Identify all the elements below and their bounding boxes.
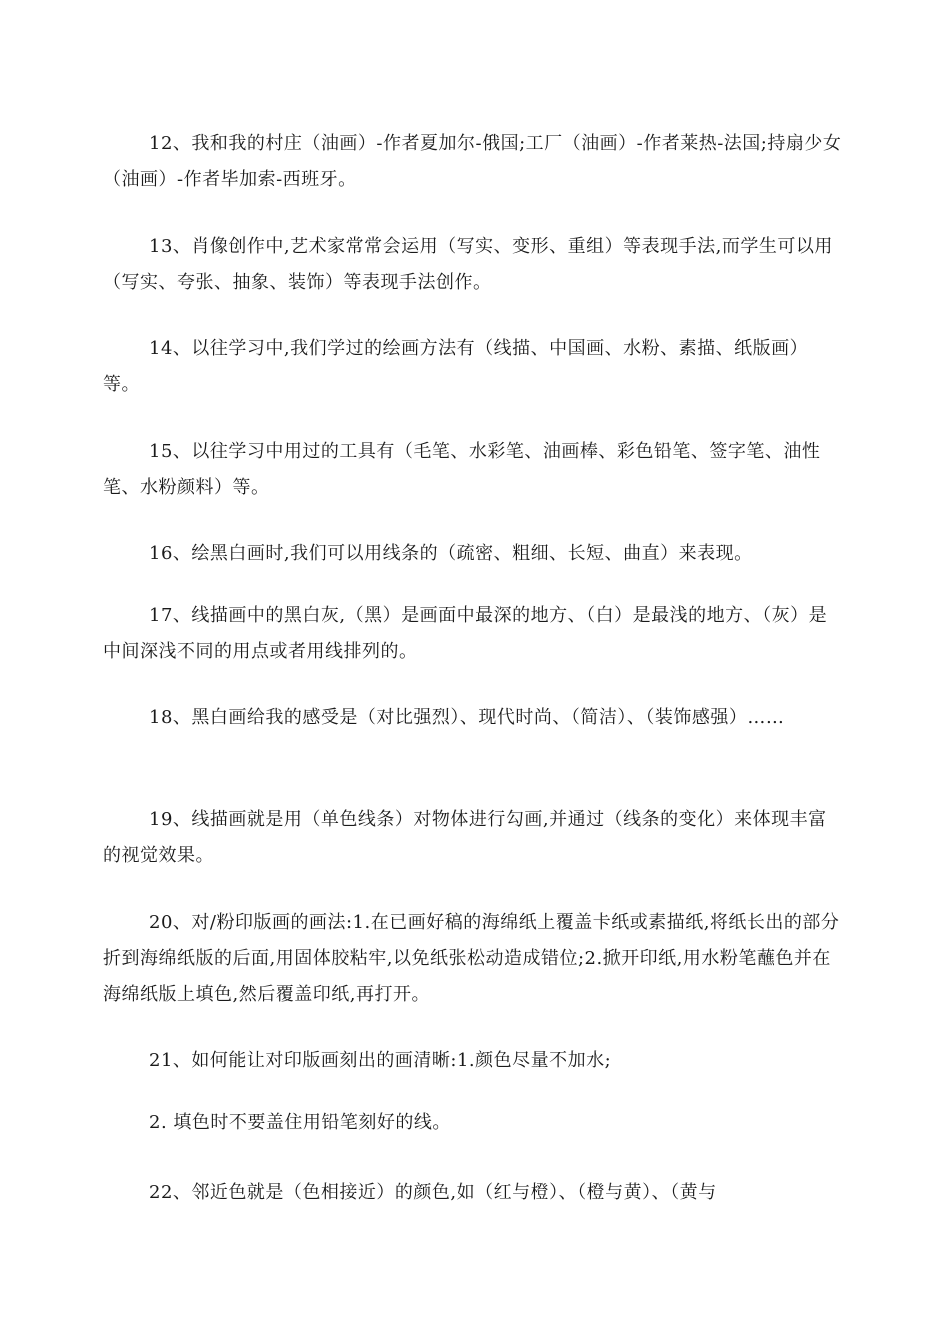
- paragraph-item-12: 12、我和我的村庄（油画）-作者夏加尔-俄国;工厂（油画）-作者莱热-法国;持扇少女（油画）-作者毕加索-西班牙。: [103, 133, 842, 190]
- paragraph-item-15: 15、以往学习中用过的工具有（毛笔、水彩笔、油画棒、彩色铅笔、签字笔、油性笔、水粉颜料）等。: [103, 441, 821, 498]
- paragraph-item-21-step-2: 2. 填色时不要盖住用铅笔刻好的线。: [149, 1112, 451, 1133]
- paragraph-item-18: 18、黑白画给我的感受是（对比强烈）、现代时尚、（简洁）、（装饰感强）……: [149, 707, 785, 728]
- paragraph-item-16: 16、绘黑白画时,我们可以用线条的（疏密、粗细、长短、曲直）来表现。: [149, 543, 753, 564]
- paragraph-item-22: 22、邻近色就是（色相接近）的颜色,如（红与橙）、（橙与黄）、（黄与: [149, 1182, 717, 1203]
- paragraph-item-17: 17、线描画中的黑白灰,（黑）是画面中最深的地方、（白）是最浅的地方、（灰）是中间深浅不同的用点或者用线排列的。: [103, 605, 828, 662]
- paragraph-item-19: 19、线描画就是用（单色线条）对物体进行勾画,并通过（线条的变化）来体现丰富的视觉效果。: [103, 809, 827, 866]
- paragraph-item-20: 20、对/粉印版画的画法:1.在已画好稿的海绵纸上覆盖卡纸或素描纸,将纸长出的部分折到海绵纸版的后面,用固体胶粘牢,以免纸张松动造成错位;2.掀开印纸,用水粉笔蘸色并在海绵纸版上填色,然后覆盖印纸,再打开。: [103, 912, 840, 1005]
- paragraph-item-14: 14、以往学习中,我们学过的绘画方法有（线描、中国画、水粉、素描、纸版画）等。: [103, 338, 809, 395]
- paragraph-item-13: 13、肖像创作中,艺术家常常会运用（写实、变形、重组）等表现手法,而学生可以用（写实、夸张、抽象、装饰）等表现手法创作。: [103, 236, 833, 293]
- paragraph-item-21: 21、如何能让对印版画刻出的画清晰:1.颜色尽量不加水;: [149, 1050, 612, 1071]
